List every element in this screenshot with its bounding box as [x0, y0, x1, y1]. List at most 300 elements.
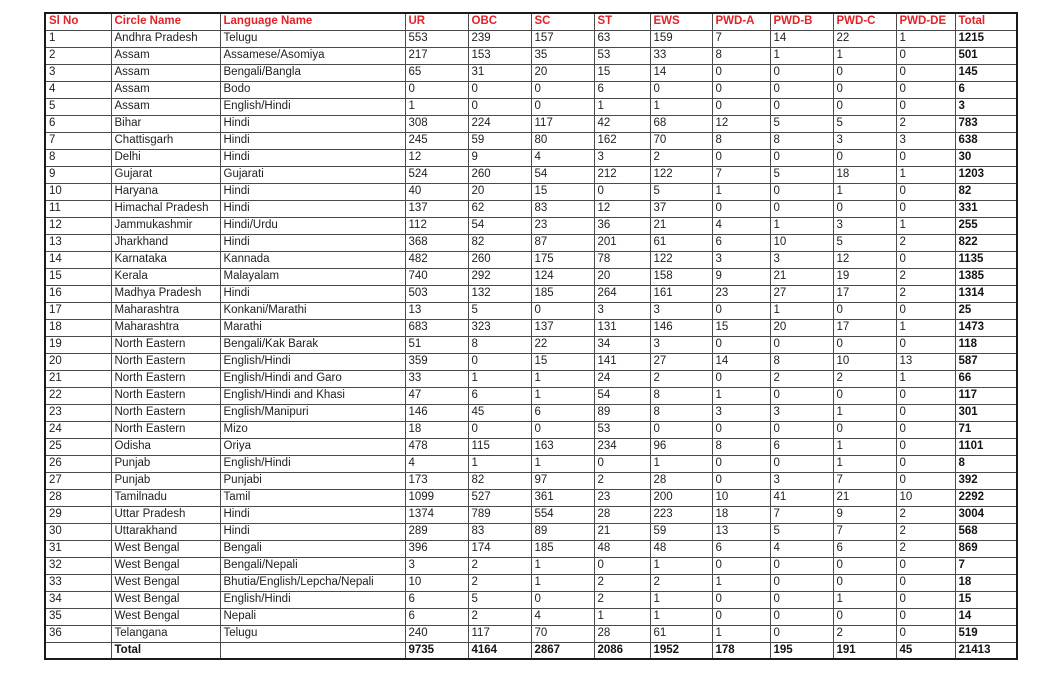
table-row	[45, 268, 1017, 285]
cell-st: 0	[594, 557, 650, 574]
cell-total: 783	[955, 115, 1017, 132]
cell-circle-name: Telangana	[111, 625, 220, 642]
cell-total: 301	[955, 404, 1017, 421]
cell-pwd-c: 19	[833, 268, 896, 285]
cell-pwd-c: 2	[833, 370, 896, 387]
cell-ur: 137	[405, 200, 468, 217]
cell-total: 71	[955, 421, 1017, 438]
cell-pwd-de: 0	[896, 183, 955, 200]
cell-obc: 174	[468, 540, 531, 557]
cell-sl-no: 36	[45, 625, 111, 642]
cell-obc: 260	[468, 166, 531, 183]
cell-pwd-b: 20	[770, 319, 833, 336]
cell-sl-no: 8	[45, 149, 111, 166]
table-row	[45, 149, 1017, 166]
cell-total: 82	[955, 183, 1017, 200]
cell-ur: 12	[405, 149, 468, 166]
cell-total: 66	[955, 370, 1017, 387]
cell-pwd-a: 0	[712, 557, 770, 574]
cell-sl-no: 11	[45, 200, 111, 217]
cell-ews: 3	[650, 336, 712, 353]
cell-sc: 80	[531, 132, 594, 149]
cell-obc: 2	[468, 608, 531, 625]
table-row	[45, 234, 1017, 251]
cell-pwd-de: 1	[896, 370, 955, 387]
cell-st: 63	[594, 30, 650, 47]
cell-sl-no: 26	[45, 455, 111, 472]
cell-circle-name: Haryana	[111, 183, 220, 200]
column-header-pwd-b: PWD-B	[770, 13, 833, 30]
cell-ews: 1	[650, 557, 712, 574]
cell-ews: 2	[650, 149, 712, 166]
cell-sc: 157	[531, 30, 594, 47]
table-row	[45, 455, 1017, 472]
cell-ur: 112	[405, 217, 468, 234]
cell-sc: 361	[531, 489, 594, 506]
cell-total: 2292	[955, 489, 1017, 506]
cell-sl-no: 32	[45, 557, 111, 574]
cell-pwd-c: 3	[833, 132, 896, 149]
cell-pwd-b: 3	[770, 472, 833, 489]
cell-ur: 553	[405, 30, 468, 47]
cell-total: 1135	[955, 251, 1017, 268]
cell-st: 78	[594, 251, 650, 268]
cell-obc: 45	[468, 404, 531, 421]
table-total-row	[45, 642, 1017, 659]
cell-sc: 89	[531, 523, 594, 540]
cell-pwd-a: 0	[712, 455, 770, 472]
cell-pwd-c: 9	[833, 506, 896, 523]
cell-pwd-c: 12	[833, 251, 896, 268]
cell-pwd-de: 0	[896, 47, 955, 64]
cell-pwd-b: 0	[770, 455, 833, 472]
cell-sc: 15	[531, 183, 594, 200]
cell-pwd-b: 1	[770, 302, 833, 319]
cell-st: 201	[594, 234, 650, 251]
cell-ews: 158	[650, 268, 712, 285]
table-row	[45, 557, 1017, 574]
cell-circle-name: Gujarat	[111, 166, 220, 183]
cell-pwd-c: 17	[833, 285, 896, 302]
cell-pwd-de: 2	[896, 115, 955, 132]
cell-sc: 185	[531, 285, 594, 302]
cell-st: 3	[594, 302, 650, 319]
table-row	[45, 285, 1017, 302]
table-row	[45, 217, 1017, 234]
cell-ews: 8	[650, 404, 712, 421]
table-row	[45, 319, 1017, 336]
cell-pwd-c: 5	[833, 115, 896, 132]
cell-language-name: Hindi	[220, 115, 405, 132]
cell-total: 331	[955, 200, 1017, 217]
cell-language-name: English/Hindi	[220, 98, 405, 115]
cell-pwd-b: 0	[770, 64, 833, 81]
cell-ur: 3	[405, 557, 468, 574]
cell-ur: 51	[405, 336, 468, 353]
cell-st: 0	[594, 455, 650, 472]
column-header-total: Total	[955, 13, 1017, 30]
cell-ur: 1099	[405, 489, 468, 506]
cell-st: 15	[594, 64, 650, 81]
cell-pwd-c: 0	[833, 557, 896, 574]
cell-obc: 83	[468, 523, 531, 540]
cell-pwd-c: 0	[833, 574, 896, 591]
cell-sl-no: 33	[45, 574, 111, 591]
cell-language-name: Hindi	[220, 506, 405, 523]
cell-pwd-de: 0	[896, 421, 955, 438]
cell-pwd-b: 7	[770, 506, 833, 523]
cell-pwd-a: 0	[712, 370, 770, 387]
cell-sl-no: 19	[45, 336, 111, 353]
cell-pwd-de: 0	[896, 625, 955, 642]
cell-pwd-c: 0	[833, 200, 896, 217]
total-cell-obc: 4164	[468, 642, 531, 659]
table-row	[45, 64, 1017, 81]
cell-obc: 6	[468, 387, 531, 404]
cell-sl-no: 14	[45, 251, 111, 268]
cell-pwd-b: 27	[770, 285, 833, 302]
cell-pwd-de: 1	[896, 319, 955, 336]
table-row	[45, 472, 1017, 489]
cell-total: 30	[955, 149, 1017, 166]
cell-obc: 59	[468, 132, 531, 149]
cell-pwd-de: 2	[896, 540, 955, 557]
cell-ews: 1	[650, 591, 712, 608]
cell-ur: 146	[405, 404, 468, 421]
cell-st: 1	[594, 608, 650, 625]
cell-total: 638	[955, 132, 1017, 149]
cell-st: 212	[594, 166, 650, 183]
cell-obc: 2	[468, 557, 531, 574]
cell-ews: 14	[650, 64, 712, 81]
cell-pwd-a: 6	[712, 234, 770, 251]
cell-pwd-c: 6	[833, 540, 896, 557]
cell-circle-name: North Eastern	[111, 387, 220, 404]
table-row	[45, 166, 1017, 183]
cell-circle-name: Punjab	[111, 472, 220, 489]
table-row	[45, 574, 1017, 591]
cell-total: 14	[955, 608, 1017, 625]
cell-language-name: Bodo	[220, 81, 405, 98]
cell-ur: 308	[405, 115, 468, 132]
cell-pwd-c: 0	[833, 98, 896, 115]
cell-st: 162	[594, 132, 650, 149]
cell-ur: 1374	[405, 506, 468, 523]
cell-ur: 40	[405, 183, 468, 200]
cell-sc: 87	[531, 234, 594, 251]
cell-ur: 396	[405, 540, 468, 557]
cell-pwd-c: 22	[833, 30, 896, 47]
cell-sl-no: 6	[45, 115, 111, 132]
cell-language-name: Bengali	[220, 540, 405, 557]
cell-total: 1314	[955, 285, 1017, 302]
cell-st: 2	[594, 574, 650, 591]
cell-circle-name: North Eastern	[111, 421, 220, 438]
cell-ur: 47	[405, 387, 468, 404]
cell-language-name: English/Hindi and Garo	[220, 370, 405, 387]
cell-total: 587	[955, 353, 1017, 370]
table-row	[45, 183, 1017, 200]
cell-total: 1473	[955, 319, 1017, 336]
cell-pwd-a: 0	[712, 98, 770, 115]
total-cell-ur: 9735	[405, 642, 468, 659]
cell-circle-name: North Eastern	[111, 336, 220, 353]
cell-ews: 68	[650, 115, 712, 132]
cell-pwd-c: 2	[833, 625, 896, 642]
cell-language-name: Oriya	[220, 438, 405, 455]
cell-sl-no: 5	[45, 98, 111, 115]
cell-sl-no: 24	[45, 421, 111, 438]
cell-language-name: Telugu	[220, 30, 405, 47]
cell-pwd-a: 0	[712, 200, 770, 217]
cell-circle-name: Odisha	[111, 438, 220, 455]
cell-sc: 0	[531, 421, 594, 438]
cell-sc: 0	[531, 591, 594, 608]
table-row	[45, 251, 1017, 268]
cell-sl-no: 21	[45, 370, 111, 387]
cell-pwd-a: 15	[712, 319, 770, 336]
cell-pwd-a: 1	[712, 574, 770, 591]
cell-pwd-b: 0	[770, 591, 833, 608]
cell-pwd-de: 1	[896, 30, 955, 47]
cell-ur: 245	[405, 132, 468, 149]
cell-ews: 161	[650, 285, 712, 302]
cell-pwd-a: 13	[712, 523, 770, 540]
column-header-ur: UR	[405, 13, 468, 30]
cell-sl-no: 18	[45, 319, 111, 336]
column-header-pwd-a: PWD-A	[712, 13, 770, 30]
cell-language-name: Hindi	[220, 200, 405, 217]
cell-pwd-de: 0	[896, 336, 955, 353]
cell-st: 28	[594, 506, 650, 523]
cell-ur: 10	[405, 574, 468, 591]
cell-ews: 122	[650, 166, 712, 183]
cell-pwd-b: 0	[770, 200, 833, 217]
cell-st: 141	[594, 353, 650, 370]
cell-pwd-de: 1	[896, 217, 955, 234]
cell-ews: 48	[650, 540, 712, 557]
cell-language-name: Punjabi	[220, 472, 405, 489]
cell-total: 1385	[955, 268, 1017, 285]
cell-ews: 146	[650, 319, 712, 336]
cell-st: 6	[594, 81, 650, 98]
cell-circle-name: Madhya Pradesh	[111, 285, 220, 302]
cell-total: 117	[955, 387, 1017, 404]
table-row	[45, 540, 1017, 557]
table-row	[45, 132, 1017, 149]
cell-obc: 9	[468, 149, 531, 166]
cell-ews: 5	[650, 183, 712, 200]
cell-total: 3004	[955, 506, 1017, 523]
cell-sl-no: 7	[45, 132, 111, 149]
cell-total: 822	[955, 234, 1017, 251]
table-row	[45, 98, 1017, 115]
cell-pwd-a: 10	[712, 489, 770, 506]
cell-circle-name: Uttarakhand	[111, 523, 220, 540]
cell-language-name: Gujarati	[220, 166, 405, 183]
cell-st: 3	[594, 149, 650, 166]
cell-sc: 4	[531, 608, 594, 625]
cell-ur: 173	[405, 472, 468, 489]
cell-pwd-a: 12	[712, 115, 770, 132]
cell-st: 28	[594, 625, 650, 642]
cell-pwd-b: 0	[770, 608, 833, 625]
cell-ur: 6	[405, 591, 468, 608]
cell-total: 1203	[955, 166, 1017, 183]
cell-sc: 6	[531, 404, 594, 421]
cell-total: 118	[955, 336, 1017, 353]
cell-total: 1101	[955, 438, 1017, 455]
cell-pwd-a: 0	[712, 336, 770, 353]
cell-pwd-b: 0	[770, 149, 833, 166]
cell-language-name: Nepali	[220, 608, 405, 625]
cell-ur: 13	[405, 302, 468, 319]
cell-sl-no: 28	[45, 489, 111, 506]
cell-pwd-de: 13	[896, 353, 955, 370]
cell-st: 53	[594, 421, 650, 438]
cell-pwd-b: 4	[770, 540, 833, 557]
cell-ur: 65	[405, 64, 468, 81]
vacancy-table-container	[44, 12, 1018, 660]
cell-ews: 27	[650, 353, 712, 370]
cell-st: 2	[594, 472, 650, 489]
column-header-st: ST	[594, 13, 650, 30]
cell-obc: 323	[468, 319, 531, 336]
cell-st: 53	[594, 47, 650, 64]
cell-circle-name: Assam	[111, 64, 220, 81]
cell-pwd-a: 8	[712, 438, 770, 455]
cell-pwd-a: 6	[712, 540, 770, 557]
cell-circle-name: North Eastern	[111, 404, 220, 421]
cell-language-name: Malayalam	[220, 268, 405, 285]
cell-pwd-de: 3	[896, 132, 955, 149]
cell-ews: 1	[650, 608, 712, 625]
cell-pwd-a: 7	[712, 30, 770, 47]
cell-sc: 1	[531, 557, 594, 574]
cell-ews: 33	[650, 47, 712, 64]
table-row	[45, 81, 1017, 98]
total-cell-pwd-a: 178	[712, 642, 770, 659]
cell-sc: 1	[531, 574, 594, 591]
cell-st: 2	[594, 591, 650, 608]
cell-st: 0	[594, 183, 650, 200]
cell-ur: 33	[405, 370, 468, 387]
cell-language-name: Hindi	[220, 234, 405, 251]
table-row	[45, 115, 1017, 132]
cell-obc: 0	[468, 98, 531, 115]
cell-pwd-b: 3	[770, 251, 833, 268]
cell-sl-no: 30	[45, 523, 111, 540]
cell-pwd-b: 0	[770, 81, 833, 98]
cell-pwd-b: 1	[770, 217, 833, 234]
cell-language-name: English/Hindi	[220, 353, 405, 370]
cell-sc: 185	[531, 540, 594, 557]
table-row	[45, 489, 1017, 506]
cell-pwd-c: 5	[833, 234, 896, 251]
cell-pwd-a: 3	[712, 251, 770, 268]
cell-ews: 96	[650, 438, 712, 455]
cell-language-name: English/Hindi	[220, 591, 405, 608]
cell-circle-name: Delhi	[111, 149, 220, 166]
cell-sc: 15	[531, 353, 594, 370]
column-header-sc: SC	[531, 13, 594, 30]
table-row	[45, 370, 1017, 387]
cell-st: 36	[594, 217, 650, 234]
cell-circle-name: North Eastern	[111, 353, 220, 370]
cell-pwd-de: 0	[896, 98, 955, 115]
cell-ur: 368	[405, 234, 468, 251]
cell-circle-name: Tamilnadu	[111, 489, 220, 506]
cell-obc: 115	[468, 438, 531, 455]
cell-obc: 292	[468, 268, 531, 285]
cell-circle-name: West Bengal	[111, 608, 220, 625]
cell-pwd-c: 1	[833, 183, 896, 200]
cell-ews: 122	[650, 251, 712, 268]
cell-pwd-de: 0	[896, 302, 955, 319]
cell-st: 24	[594, 370, 650, 387]
cell-ews: 159	[650, 30, 712, 47]
cell-pwd-de: 0	[896, 404, 955, 421]
cell-total: 18	[955, 574, 1017, 591]
cell-pwd-a: 8	[712, 47, 770, 64]
total-cell-language-name	[220, 642, 405, 659]
cell-pwd-a: 9	[712, 268, 770, 285]
cell-circle-name: Jammukashmir	[111, 217, 220, 234]
cell-sc: 124	[531, 268, 594, 285]
cell-circle-name: Jharkhand	[111, 234, 220, 251]
cell-circle-name: Chattisgarh	[111, 132, 220, 149]
cell-obc: 2	[468, 574, 531, 591]
cell-sl-no: 31	[45, 540, 111, 557]
cell-pwd-de: 2	[896, 506, 955, 523]
cell-language-name: Hindi	[220, 183, 405, 200]
cell-pwd-b: 5	[770, 166, 833, 183]
cell-pwd-c: 21	[833, 489, 896, 506]
cell-sl-no: 1	[45, 30, 111, 47]
cell-st: 1	[594, 98, 650, 115]
cell-ur: 740	[405, 268, 468, 285]
cell-obc: 20	[468, 183, 531, 200]
cell-pwd-de: 2	[896, 523, 955, 540]
cell-obc: 82	[468, 472, 531, 489]
table-row	[45, 523, 1017, 540]
cell-pwd-c: 7	[833, 523, 896, 540]
cell-st: 34	[594, 336, 650, 353]
table-row	[45, 200, 1017, 217]
cell-pwd-c: 0	[833, 302, 896, 319]
cell-pwd-de: 2	[896, 234, 955, 251]
cell-pwd-de: 1	[896, 166, 955, 183]
cell-sl-no: 23	[45, 404, 111, 421]
circle-language-vacancy-table	[44, 12, 1018, 660]
cell-total: 6	[955, 81, 1017, 98]
cell-st: 20	[594, 268, 650, 285]
cell-sl-no: 4	[45, 81, 111, 98]
cell-obc: 0	[468, 81, 531, 98]
cell-circle-name: West Bengal	[111, 591, 220, 608]
cell-st: 89	[594, 404, 650, 421]
cell-pwd-a: 0	[712, 472, 770, 489]
cell-total: 3	[955, 98, 1017, 115]
cell-ur: 4	[405, 455, 468, 472]
cell-circle-name: Andhra Pradesh	[111, 30, 220, 47]
cell-pwd-de: 2	[896, 285, 955, 302]
cell-circle-name: Assam	[111, 98, 220, 115]
cell-obc: 5	[468, 591, 531, 608]
column-header-pwd-de: PWD-DE	[896, 13, 955, 30]
cell-obc: 789	[468, 506, 531, 523]
cell-ews: 61	[650, 234, 712, 251]
